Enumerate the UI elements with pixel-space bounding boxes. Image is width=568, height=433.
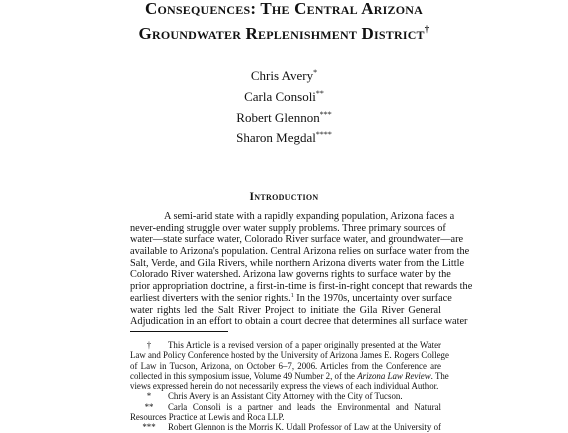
- title-footnote-mark: †: [424, 24, 430, 34]
- paragraph-line: Salt, Verde, and Gila Rivers, while northern Arizona diverts water from the Little: [130, 257, 465, 269]
- author: [0, 63, 568, 84]
- journal-name: Arizona Law Review: [357, 370, 431, 381]
- author-name: Carla Consoli: [244, 88, 316, 104]
- footnote-mark: †: [146, 340, 152, 350]
- footnote-line: Law and Policy Conference hosted by the University of Arizona James E. Rogers College: [130, 350, 449, 361]
- footnote-line: [130, 402, 441, 412]
- article-title-line-1: Consequences: The Central Arizona: [145, 0, 423, 18]
- introduction-paragraph: [130, 211, 473, 328]
- footnote-text: collected in this symposium issue, Volume 49 Number 2, of the: [130, 370, 355, 381]
- article-title-line-2-text: Groundwater Replenishment District: [138, 24, 425, 43]
- footnote-separator: [130, 331, 228, 332]
- paragraph-line: [130, 292, 452, 305]
- author: [0, 105, 568, 126]
- paragraph-line: never-ending struggle over water supply problems. Three primary sources of: [130, 222, 446, 234]
- footnote-text: Carla Consoli is a partner and leads the Environmental and Natural: [168, 401, 441, 412]
- paragraph-line: available to Arizona's population. Central Arizona relies on surface water from the: [130, 246, 470, 258]
- footnote-text: This Article is a revised version of a paper originally presented at the Water: [168, 340, 441, 350]
- footnote-mark: **: [144, 401, 154, 412]
- article-title-line-2: [0, 19, 568, 44]
- paragraph-line: A semi-arid state with a rapidly expanding population, Arizona faces a: [164, 211, 455, 222]
- author-footnote-mark: ****: [315, 130, 332, 140]
- paragraph-line: water—state surface water, Colorado River surface water, and groundwater—are: [130, 234, 464, 246]
- footnote-mark: ***: [142, 422, 156, 433]
- author-name: Chris Avery: [250, 68, 314, 83]
- paragraph-line: prior appropriation doctrine, a first-in-time is first-in-right concept that rewards the: [130, 281, 473, 293]
- footnotes: [130, 340, 449, 433]
- footnote-reference[interactable]: 1: [290, 292, 294, 299]
- paragraph-line: Adjudication in an effort to obtain a court decree that determines all surface water: [130, 316, 468, 328]
- footnote-line: views expressed herein do not necessarily express the views of each individual Author.: [130, 381, 439, 392]
- author-name: Robert Glennon: [236, 109, 320, 125]
- author: [0, 125, 568, 146]
- footnote-line: [130, 391, 441, 401]
- author-list: [0, 63, 568, 146]
- section-heading: Introduction: [249, 191, 319, 203]
- paragraph-text: earliest diverters with the senior rights.: [130, 292, 291, 304]
- author: [0, 84, 568, 105]
- author-footnote-mark: **: [315, 88, 324, 98]
- paragraph-text: In the 1970s, uncertainty over surface: [296, 292, 452, 304]
- footnote-line: [130, 422, 441, 432]
- footnote-line: [130, 340, 441, 350]
- footnote-text: Robert Glennon is the Morris K. Udall Professor of Law at the University of: [168, 422, 441, 433]
- footnote-line: Resources Practice at Lewis and Roca LLP.: [130, 412, 285, 423]
- footnote-line: of Law in Tucson, Arizona, on October 6–7, 2006. Articles from the Conference are: [130, 360, 441, 371]
- footnote-line: collected in this symposium issue, Volume 49 Number 2, of the Arizona Law Review. The: [130, 370, 449, 381]
- author-name: Sharon Megdal: [236, 130, 316, 146]
- footnote-mark: *: [146, 391, 152, 402]
- paragraph-line: water rights led the Salt River Project to initiate the Gila River General: [130, 304, 441, 316]
- paragraph-line: Colorado River watershed. Arizona law governs rights to surface water by the: [130, 269, 451, 281]
- footnote-text: The: [434, 370, 449, 381]
- author-footnote-mark: *: [313, 68, 318, 77]
- author-footnote-mark: ***: [319, 109, 332, 119]
- footnote-text: Chris Avery is an Assistant City Attorney with the City of Tucson.: [168, 391, 403, 402]
